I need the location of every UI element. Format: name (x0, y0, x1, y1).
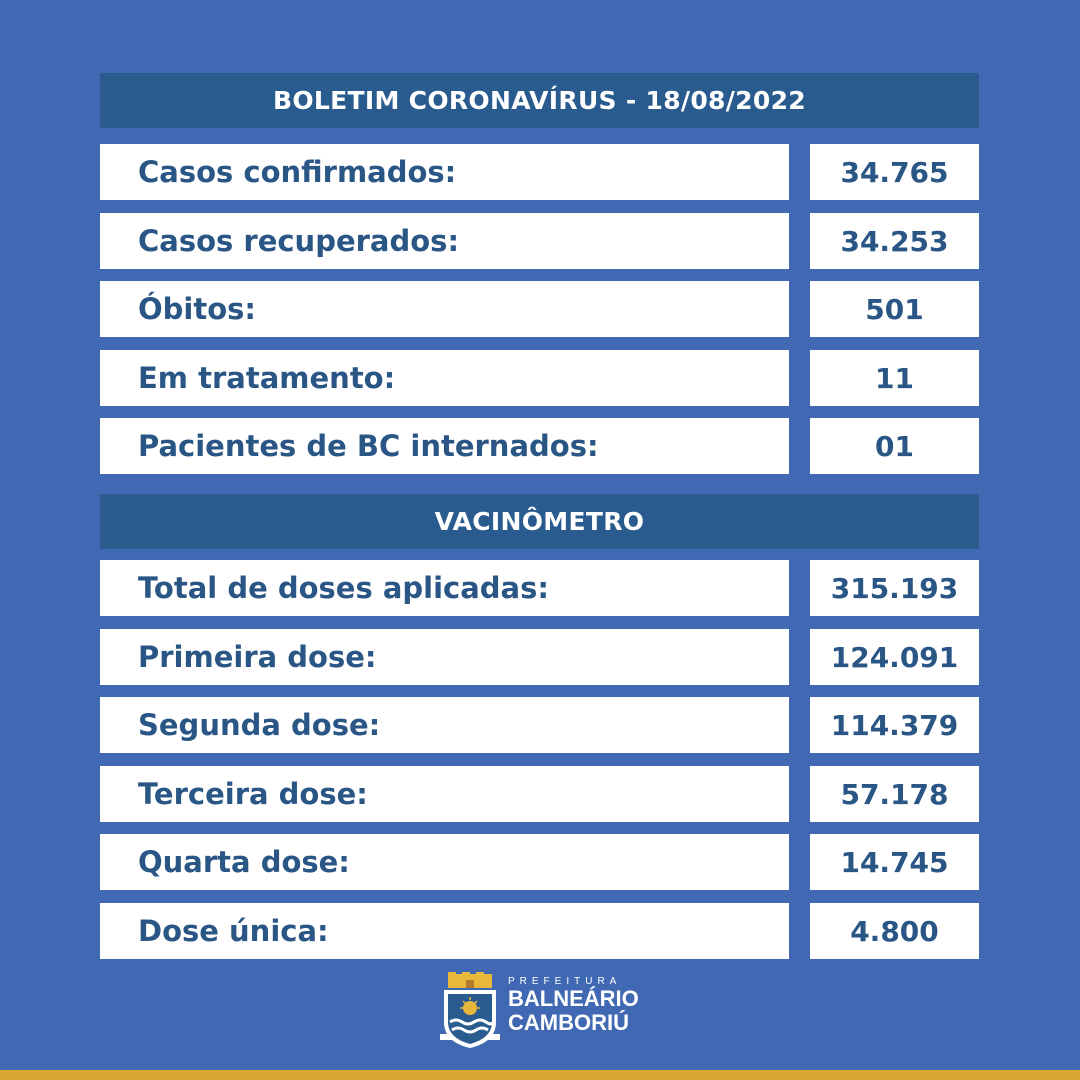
row-label: Óbitos: (100, 281, 789, 337)
vaccine-title: VACINÔMETRO (434, 507, 645, 536)
row-value: 4.800 (810, 903, 979, 959)
logo-line-camboriu: CAMBORIÚ (508, 1010, 629, 1035)
row-label: Dose única: (100, 903, 789, 959)
row-value: 315.193 (810, 560, 979, 616)
table-row (100, 418, 979, 474)
table-row (100, 281, 979, 337)
table-row (100, 144, 979, 200)
row-label: Terceira dose: (100, 766, 789, 822)
vaccine-header (100, 494, 979, 549)
logo-line-balneario: BALNEÁRIO (508, 986, 639, 1011)
bulletin-header (100, 73, 979, 128)
row-value: 57.178 (810, 766, 979, 822)
table-row (100, 213, 979, 269)
bulletin-title: BOLETIM CORONAVÍRUS - 18/08/2022 (273, 86, 806, 115)
row-value: 11 (810, 350, 979, 406)
table-row (100, 834, 979, 890)
row-label: Total de doses aplicadas: (100, 560, 789, 616)
row-label: Casos confirmados: (100, 144, 789, 200)
row-value: 114.379 (810, 697, 979, 753)
row-value: 34.765 (810, 144, 979, 200)
table-row (100, 903, 979, 959)
row-value: 501 (810, 281, 979, 337)
table-row (100, 560, 979, 616)
row-label: Casos recuperados: (100, 213, 789, 269)
logo-line-prefeitura: PREFEITURA (508, 976, 622, 987)
row-value: 01 (810, 418, 979, 474)
row-value: 14.745 (810, 834, 979, 890)
row-label: Segunda dose: (100, 697, 789, 753)
table-row (100, 629, 979, 685)
row-label: Pacientes de BC internados: (100, 418, 789, 474)
row-value: 124.091 (810, 629, 979, 685)
row-value: 34.253 (810, 213, 979, 269)
table-row (100, 350, 979, 406)
row-label: Em tratamento: (100, 350, 789, 406)
row-label: Quarta dose: (100, 834, 789, 890)
row-label: Primeira dose: (100, 629, 789, 685)
footer-accent-strip (0, 1070, 1080, 1080)
logo-text (508, 976, 639, 1035)
coat-of-arms-icon (440, 972, 500, 1052)
table-row (100, 697, 979, 753)
table-row (100, 766, 979, 822)
prefeitura-logo (440, 972, 660, 1052)
